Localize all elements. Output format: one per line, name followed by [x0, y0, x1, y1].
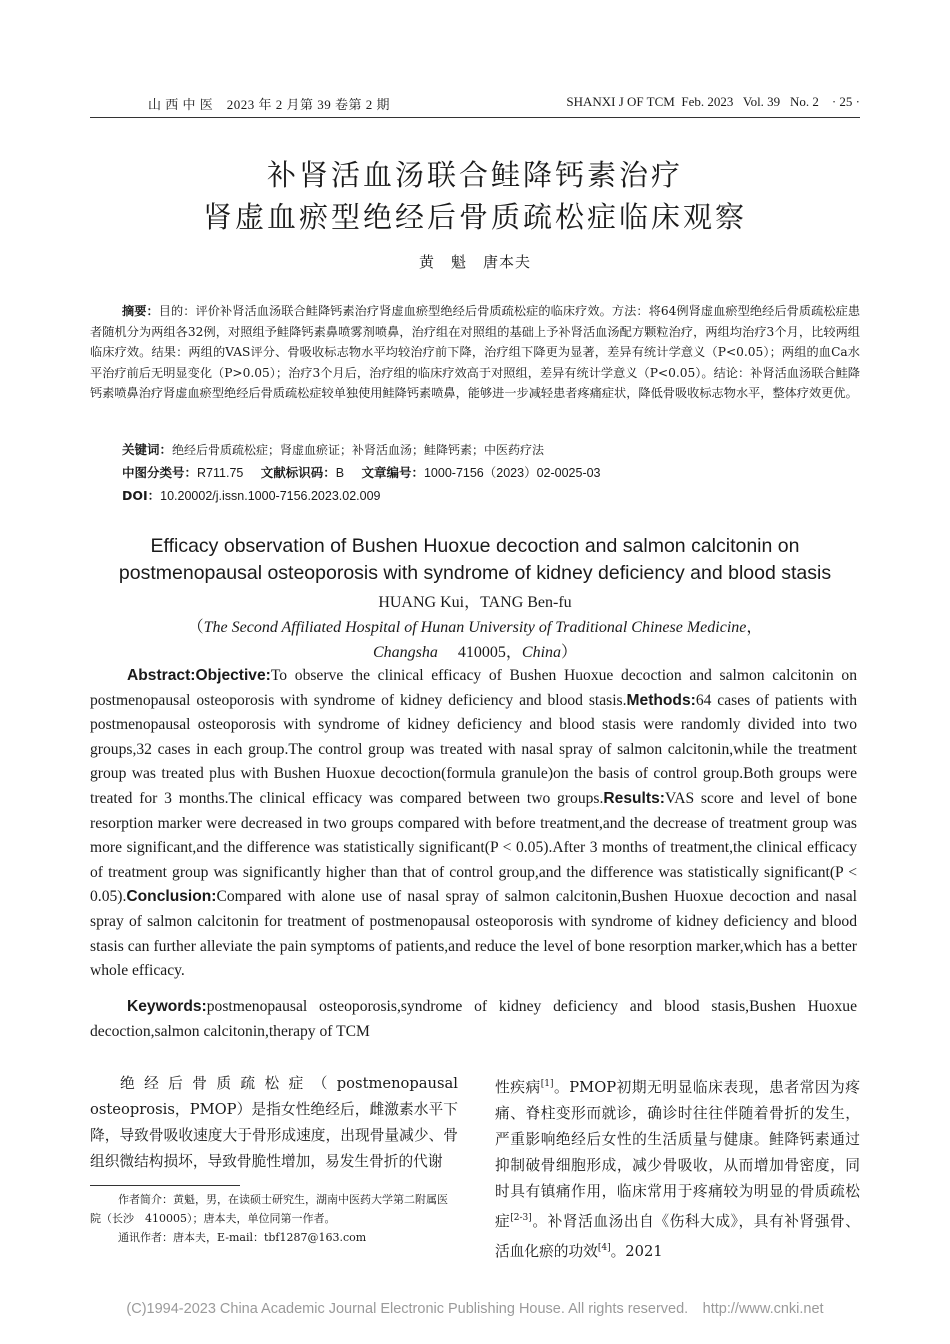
footnote-author-bio: 作者简介：黄魁，男，在读硕士研究生，湖南中医药大学第二附属医院（长沙 410005）；唐本夫，单位同第一作者。	[90, 1193, 448, 1225]
title-en-line2: postmenopausal osteoporosis with syndrome of kidney deficiency and blood stasis	[118, 562, 832, 584]
citation-ref[interactable]: [1]	[540, 1079, 554, 1089]
citation-ref[interactable]: [4]	[597, 1242, 611, 1253]
footnote-corresponding: 通讯作者：唐本夫，E-mail：tbf1287@163.com	[118, 1231, 367, 1244]
title-en-line1: Efficacy observation of Bushen Huoxue decoction and salmon calcitonin on	[150, 535, 800, 557]
classification-line: 中图分类号：R711.75 文献标识码：B 文章编号：1000-7156（2023）02-0025-03	[122, 465, 601, 480]
abstract-cn	[90, 301, 860, 404]
affiliation-en-line1: （The Second Affiliated Hospital of Hunan University of Traditional Chinese Medicine，	[187, 619, 763, 636]
body-right-column: 性疾病[1]。PMOP初期无明显临床表现，患者常因为疼痛、脊柱变形而就诊，确诊时往往伴随着骨折的发生，严重影响绝经后女性的生活质量与健康。鲑降钙素通过抑制破骨细胞形成，减少骨吸收，从而增加骨密度，同时具有镇痛作用，临床常用于疼痛较为明显的骨质疏松症[2-3]。补肾活血汤出自《伤科大成》，具有补肾强骨、活血化瘀的功效[4]。2021	[495, 1078, 860, 1260]
copyright-notice: (C)1994-2023 China Academic Journal Electronic Publishing House. All rights reserved. http://www.cnki.net	[126, 1301, 824, 1317]
doi-link[interactable]: 10.20002/j.issn.1000-7156.2023.02.009	[160, 489, 381, 503]
header-journal-cn: 山 西 中 医 2023 年 2 月第 39 卷第 2 期	[148, 97, 391, 112]
abstract-en-label: Abstract:	[127, 667, 196, 684]
header-divider	[90, 117, 860, 118]
page-number: · 25 ·	[831, 94, 860, 109]
keywords-en: Keywords:postmenopausal osteoporosis,syndrome of kidney deficiency and blood stasis,Bushen Huoxue decoction,salmon calcitonin,therapy of TCM	[90, 998, 857, 1040]
authors-en: HUANG Kui，TANG Ben-fu	[378, 594, 572, 611]
affiliation-en-line2: Changsha 410005，China）	[372, 644, 578, 661]
footnote-divider	[90, 1185, 240, 1186]
authors-cn: 黄 魁 唐本夫	[418, 253, 531, 271]
abstract-en: Abstract:Objective:To observe the clinical efficacy of Bushen Huoxue decoction and salmon calcitonin on postmenopausal osteoporosis with syndrome of kidney deficiency and blood stasis.Methods:64 cases of patients with postmenopausal osteoporosis with syndrome of kidney deficiency and blood stasis were randomly divided into two groups,32 cases in each group.The control group was treated with nasal spray of salmon calcitonin,while the treatment group was treated plus with Bushen Huoxue decoction(formula granule)on the basis of control group.Both groups were treated for 3 months.The clinical efficacy was compared between two groups.Results:VAS score and level of bone resorption marker were decreased in two groups compared with before treatment,and the decrease of treatment group was more significant,and the difference was statistically significant(P < 0.05).After 3 months of treatment,the clinical efficacy of treatment group was significantly higher than that of control group,and the difference was statistically significant(P < 0.05).Conclusion:Compared with alone use of nasal spray of salmon calcitonin,Bushen Huoxue decoction and nasal spray of salmon calcitonin for treatment of postmenopausal osteoporosis with syndrome of kidney deficiency and blood stasis can further alleviate the pain symptoms of patients,and reduce the level of bone resorption marker,which has a better whole efficacy.	[90, 667, 858, 980]
abstract-cn-text: 目的：评价补肾活血汤联合鲑降钙素治疗肾虚血瘀型绝经后骨质疏松症的临床疗效。方法：将64例肾虚血瘀型绝经后骨质疏松症患者随机分为两组各32例，对照组予鲑降钙素鼻喷雾剂喷鼻，治疗组在对照组的基础上予补肾活血汤配方颗粒治疗，两组均治疗3个月，比较两组临床疗效。结果：两组的VAS评分、骨吸收标志物水平均较治疗前下降，治疗组下降更为显著，差异有统计学意义（P<0.05）；两组的血Ca水平治疗前后无明显变化（P>0.05）；治疗3个月后，治疗组的临床疗效高于对照组，差异有统计学意义（P<0.05）。结论：补肾活血汤联合鲑降钙素喷鼻治疗肾虚血瘀型绝经后骨质疏松症较单独使用鲑降钙素喷鼻，能够进一步减轻患者疼痛症状，降低骨吸收标志物水平，整体疗效更优。	[90, 304, 861, 400]
title-cn-line2: 肾虚血瘀型绝经后骨质疏松症临床观察	[202, 200, 747, 234]
header-journal-en: SHANXI J OF TCM Feb. 2023 Vol. 39 No. 2 · 25 ·	[566, 94, 860, 109]
abstract-cn-label: 摘要：	[122, 304, 159, 318]
keywords-cn: 关键词：绝经后骨质疏松症；肾虚血瘀证；补肾活血汤；鲑降钙素；中医药疗法	[122, 442, 545, 457]
title-cn-line1: 补肾活血汤联合鲑降钙素治疗	[266, 158, 683, 192]
footnote	[90, 1190, 458, 1247]
running-header	[90, 94, 860, 116]
doi-line: DOI：10.20002/j.issn.1000-7156.2023.02.009	[122, 488, 381, 503]
citation-ref[interactable]: [2-3]	[510, 1212, 532, 1223]
body-left-column: 绝经后骨质疏松症（postmenopausal osteoprosis，PMOP）是指女性绝经后，雌激素水平下降，导致骨吸收速度大于骨形成速度，出现骨量减少、骨组织微结构损坏，导致骨脆性增加，易发生骨折的代谢	[90, 1075, 458, 1170]
